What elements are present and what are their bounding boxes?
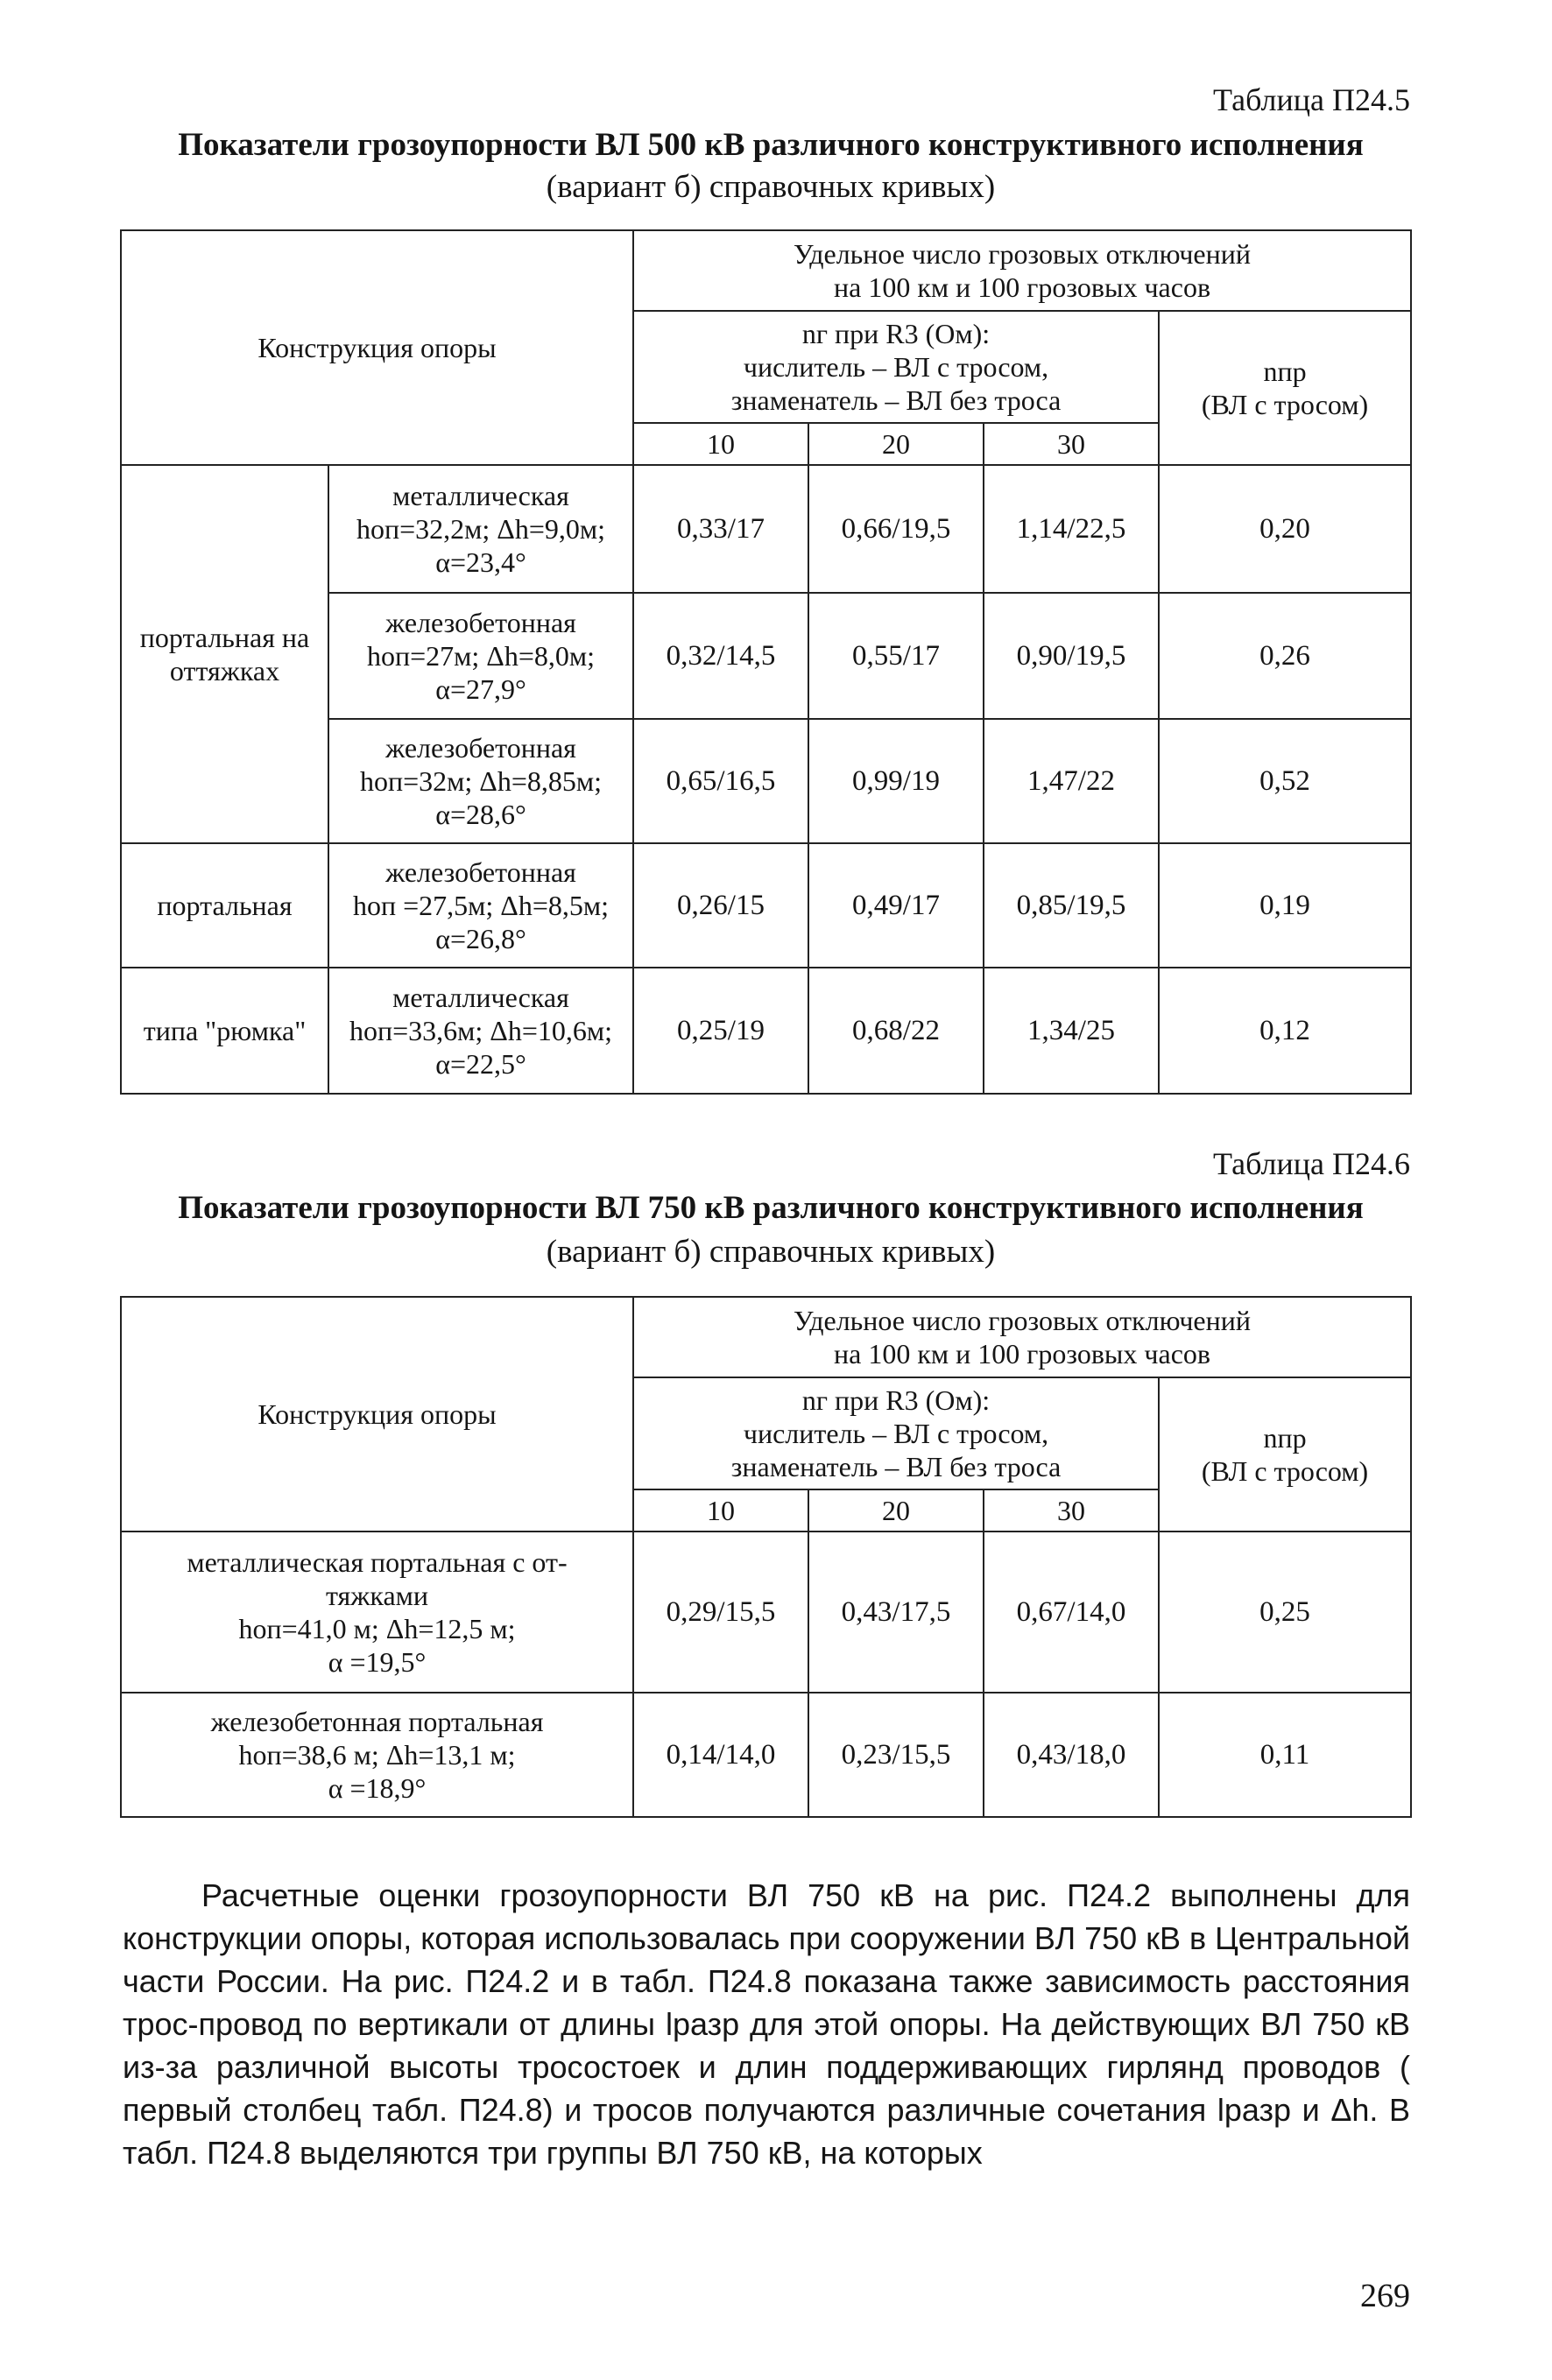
value-cell: 0,25/19: [633, 968, 808, 1094]
value-cell: 0,29/15,5: [633, 1532, 808, 1693]
value-cell: 0,90/19,5: [984, 593, 1159, 719]
header-r30: 30: [984, 1489, 1159, 1532]
header-construction: Конструкция опоры: [121, 1297, 633, 1532]
header-nr: nг при R3 (Ом): числитель – ВЛ с тросом, знаменатель – ВЛ без троса: [633, 311, 1159, 423]
support-description: железобетонная hоп=32м; Δh=8,85м; α=28,6°: [328, 719, 633, 843]
support-description: железобетонная портальная hоп=38,6 м; Δh=13,1 м; α =18,9°: [121, 1693, 633, 1817]
value-cell: 0,43/18,0: [984, 1693, 1159, 1817]
value-cell: 0,66/19,5: [808, 465, 984, 593]
value-cell: 0,55/17: [808, 593, 984, 719]
header-r20: 20: [808, 1489, 984, 1532]
header-specific-number: Удельное число грозовых отключений на 100 км и 100 грозовых часов: [633, 230, 1411, 311]
value-cell: 0,19: [1159, 843, 1411, 968]
support-description: металлическая портальная с от- тяжками hоп=41,0 м; Δh=12,5 м; α =19,5°: [121, 1532, 633, 1693]
value-cell: 0,26: [1159, 593, 1411, 719]
value-cell: 0,52: [1159, 719, 1411, 843]
header-r10: 10: [633, 1489, 808, 1532]
header-r20: 20: [808, 423, 984, 465]
value-cell: 0,65/16,5: [633, 719, 808, 843]
value-cell: 0,67/14,0: [984, 1532, 1159, 1693]
value-cell: 0,20: [1159, 465, 1411, 593]
table-500kv: [120, 229, 1412, 1095]
group-label: портальная: [121, 843, 328, 968]
value-cell: 0,26/15: [633, 843, 808, 968]
value-cell: 0,33/17: [633, 465, 808, 593]
body-paragraph: Расчетные оценки грозоупорности ВЛ 750 кВ на рис. П24.2 выполнены для конструкции опоры, которая использовалась при сооружении ВЛ 750 кВ в Центральной части России. На рис. П24.2 и в табл. П24.8 показана также зависимость расстояния трос-провод по вертикали от длины lразр для этой опоры. На действующих ВЛ 750 кВ из-за различной высоты тросостоек и длин поддерживающих гирлянд проводов ( первый столбец табл. П24.8) и тросов получаются различные сочетания lразр и Δh. В табл. П24.8 выделяются три группы ВЛ 750 кВ, на которых: [123, 1877, 1410, 2171]
support-description: железобетонная hоп =27,5м; Δh=8,5м; α=26,8°: [328, 843, 633, 968]
header-npr: nпр (ВЛ с тросом): [1159, 311, 1411, 465]
value-cell: 0,14/14,0: [633, 1693, 808, 1817]
value-cell: 1,14/22,5: [984, 465, 1159, 593]
header-nr: nг при R3 (Ом): числитель – ВЛ с тросом, знаменатель – ВЛ без троса: [633, 1377, 1159, 1489]
group-label: типа "рюмка": [121, 968, 328, 1094]
value-cell: 0,25: [1159, 1532, 1411, 1693]
value-cell: 0,49/17: [808, 843, 984, 968]
page-number: 269: [1360, 2278, 1410, 2314]
support-description: металлическая hоп=32,2м; Δh=9,0м; α=23,4°: [328, 465, 633, 593]
table-title: Показатели грозоупорности ВЛ 500 кВ различного конструктивного исполнения: [178, 127, 1364, 163]
value-cell: 0,99/19: [808, 719, 984, 843]
header-specific-number: Удельное число грозовых отключений на 100 км и 100 грозовых часов: [633, 1297, 1411, 1377]
table-row: [121, 465, 1411, 593]
value-cell: 0,32/14,5: [633, 593, 808, 719]
support-description: железобетонная hоп=27м; Δh=8,0м; α=27,9°: [328, 593, 633, 719]
table-row: [121, 843, 1411, 968]
value-cell: 0,11: [1159, 1693, 1411, 1817]
table-subtitle: (вариант б) справочных кривых): [546, 169, 996, 205]
table-label: Таблица П24.5: [1213, 82, 1410, 117]
table-750kv: [120, 1296, 1412, 1818]
header-r10: 10: [633, 423, 808, 465]
table-subtitle: (вариант б) справочных кривых): [546, 1234, 996, 1270]
value-cell: 0,12: [1159, 968, 1411, 1094]
header-npr: nпр (ВЛ с тросом): [1159, 1377, 1411, 1532]
value-cell: 0,85/19,5: [984, 843, 1159, 968]
header-construction: Конструкция опоры: [121, 230, 633, 465]
value-cell: 1,47/22: [984, 719, 1159, 843]
table-label: Таблица П24.6: [1213, 1146, 1410, 1181]
table-row: [121, 1532, 1411, 1693]
table-title: Показатели грозоупорности ВЛ 750 кВ различного конструктивного исполнения: [178, 1190, 1364, 1226]
group-label: портальная на оттяжках: [121, 465, 328, 843]
value-cell: 0,43/17,5: [808, 1532, 984, 1693]
value-cell: 1,34/25: [984, 968, 1159, 1094]
table-row: [121, 968, 1411, 1094]
header-r30: 30: [984, 423, 1159, 465]
value-cell: 0,68/22: [808, 968, 984, 1094]
support-description: металлическая hоп=33,6м; Δh=10,6м; α=22,5°: [328, 968, 633, 1094]
value-cell: 0,23/15,5: [808, 1693, 984, 1817]
table-row: [121, 1693, 1411, 1817]
